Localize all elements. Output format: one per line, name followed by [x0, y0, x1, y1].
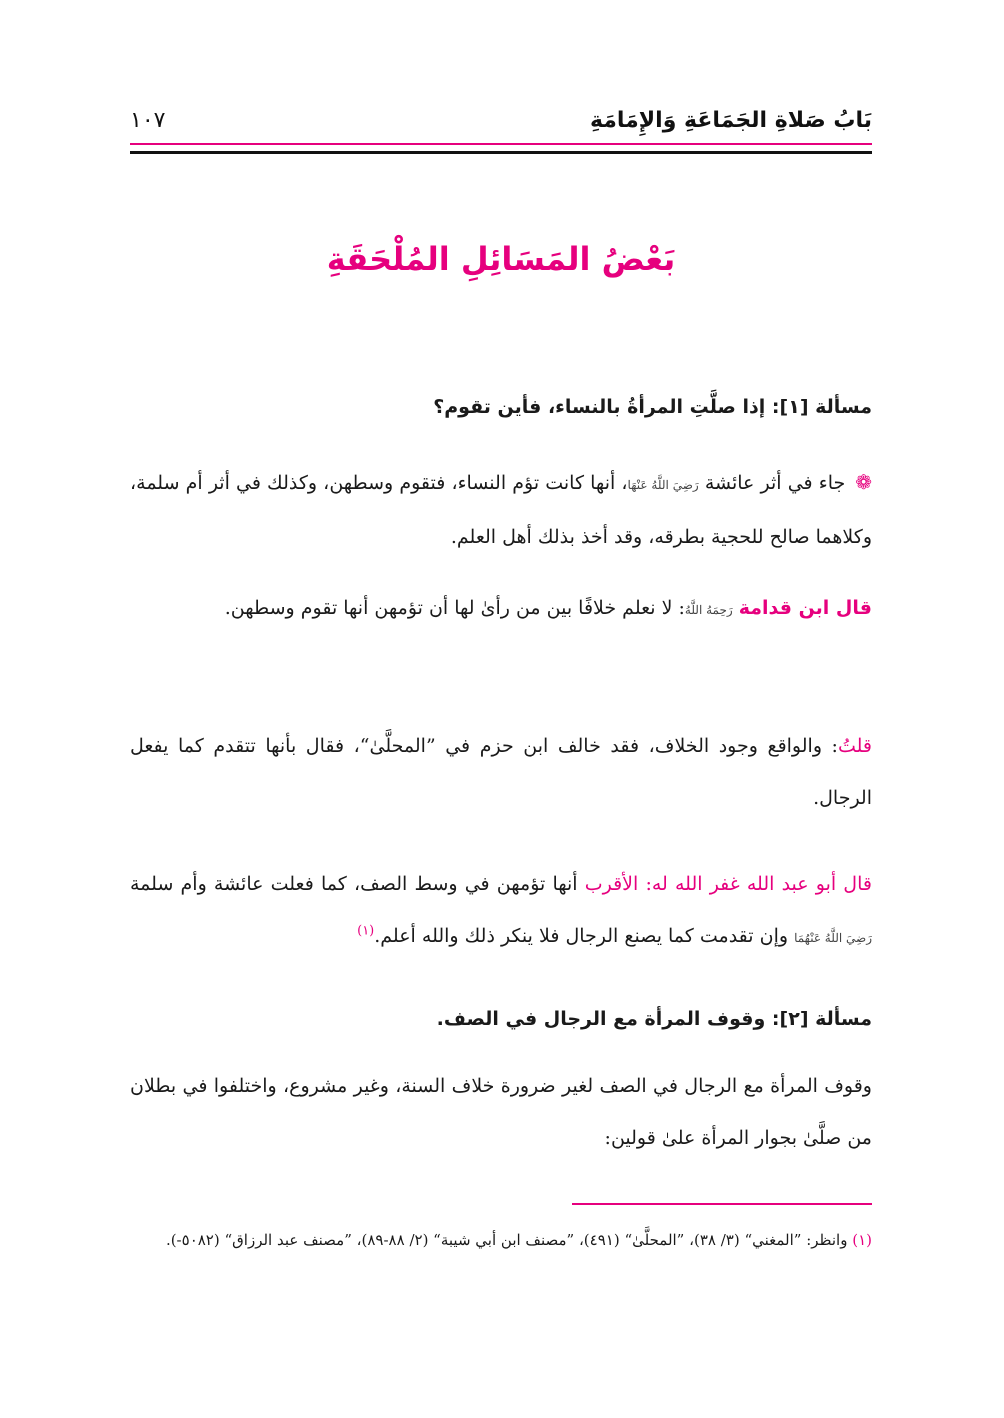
paragraph-5-text: وقوف المرأة مع الرجال في الصف لغير ضرورة خلاف السنة، وغير مشروع، واختلفوا في بطلان من صلَّىٰ بجوار المرأة علىٰ قولين: — [130, 1075, 872, 1149]
header-rule-pink — [130, 143, 872, 145]
issue-2-heading — [130, 1004, 872, 1034]
paragraph-2 — [130, 582, 872, 636]
running-header — [130, 108, 872, 142]
chapter-title: بَابُ صَلاةِ الجَمَاعَةِ وَالإِمَامَةِ — [589, 108, 872, 133]
header-rule-black — [130, 151, 872, 154]
flower-ornament-icon: ❁ — [855, 470, 872, 494]
paragraph-3-text: : والواقع وجود الخلاف، فقد خالف ابن حزم في ”المحلَّىٰ“، فقال بأنها تتقدم كما يفعل الرجال. — [130, 735, 872, 809]
paragraph-4-text-a: أنها تؤمهن في وسط الصف، كما فعلت عائشة وأم سلمة — [130, 873, 585, 895]
paragraph-1-text-a: جاء في أثر عائشة — [704, 472, 846, 494]
author-opinion-label: قال أبو عبد الله غفر الله له: الأقرب — [584, 873, 872, 895]
issue-1-question: إذا صلَّتِ المرأةُ بالنساء، فأين تقوم؟ — [433, 396, 766, 418]
footnote-separator — [572, 1203, 872, 1205]
paragraph-4 — [130, 858, 872, 964]
issue-1-label: مسألة [١]: — [771, 396, 872, 418]
issue-1-heading — [130, 392, 872, 422]
footnote-reference[interactable]: (١) — [357, 923, 375, 939]
ibn-qudama-label: قال ابن قدامة — [738, 597, 872, 619]
footnote-marker: (١) — [852, 1231, 872, 1249]
issue-2-question: وقوف المرأة مع الرجال في الصف. — [436, 1008, 766, 1030]
issue-2-label: مسألة [٢]: — [771, 1008, 872, 1030]
honorific-radiya-anhuma: رَضِيَ اللَّهُ عَنْهُمَا — [794, 931, 872, 945]
qultu-label: قلتُ — [837, 735, 872, 757]
paragraph-5 — [130, 1060, 872, 1164]
paragraph-4-text-b: وإن تقدمت كما يصنع الرجال فلا ينكر ذلك والله أعلم. — [374, 925, 795, 947]
paragraph-1 — [130, 456, 872, 563]
honorific-rahimahullah: رَحِمَهُ اللَّهُ — [684, 603, 733, 617]
page-number: ١٠٧ — [130, 108, 166, 133]
paragraph-1-text-b: ، أنها كانت تؤم النساء، فتقوم وسطهن، وكذلك في أثر أم سلمة، وكلاهما صالح للحجية بطرقه، وقد أخذ بذلك أهل العلم. — [130, 472, 872, 548]
paragraph-2-text: : لا نعلم خلافًا بين من رأىٰ لها أن تؤمهن أنها تقوم وسطهن. — [224, 597, 685, 619]
footnote — [130, 1222, 872, 1258]
section-title: بَعْضُ المَسَائِلِ المُلْحَقَةِ — [326, 240, 676, 278]
paragraph-3 — [130, 720, 872, 824]
footnote-text: وانظر: ”المغني“ (٣/ ٣٨)، ”المحلَّىٰ“ (٤٩١)، ”مصنف ابن أبي شيبة“ (٢/ ٨٨-٨٩)، ”مصنف عبد الرزاق“ (٥٠٨٢-). — [165, 1231, 853, 1249]
honorific-radiya-anha: رَضِيَ اللَّهُ عَنْهَا — [627, 478, 699, 492]
